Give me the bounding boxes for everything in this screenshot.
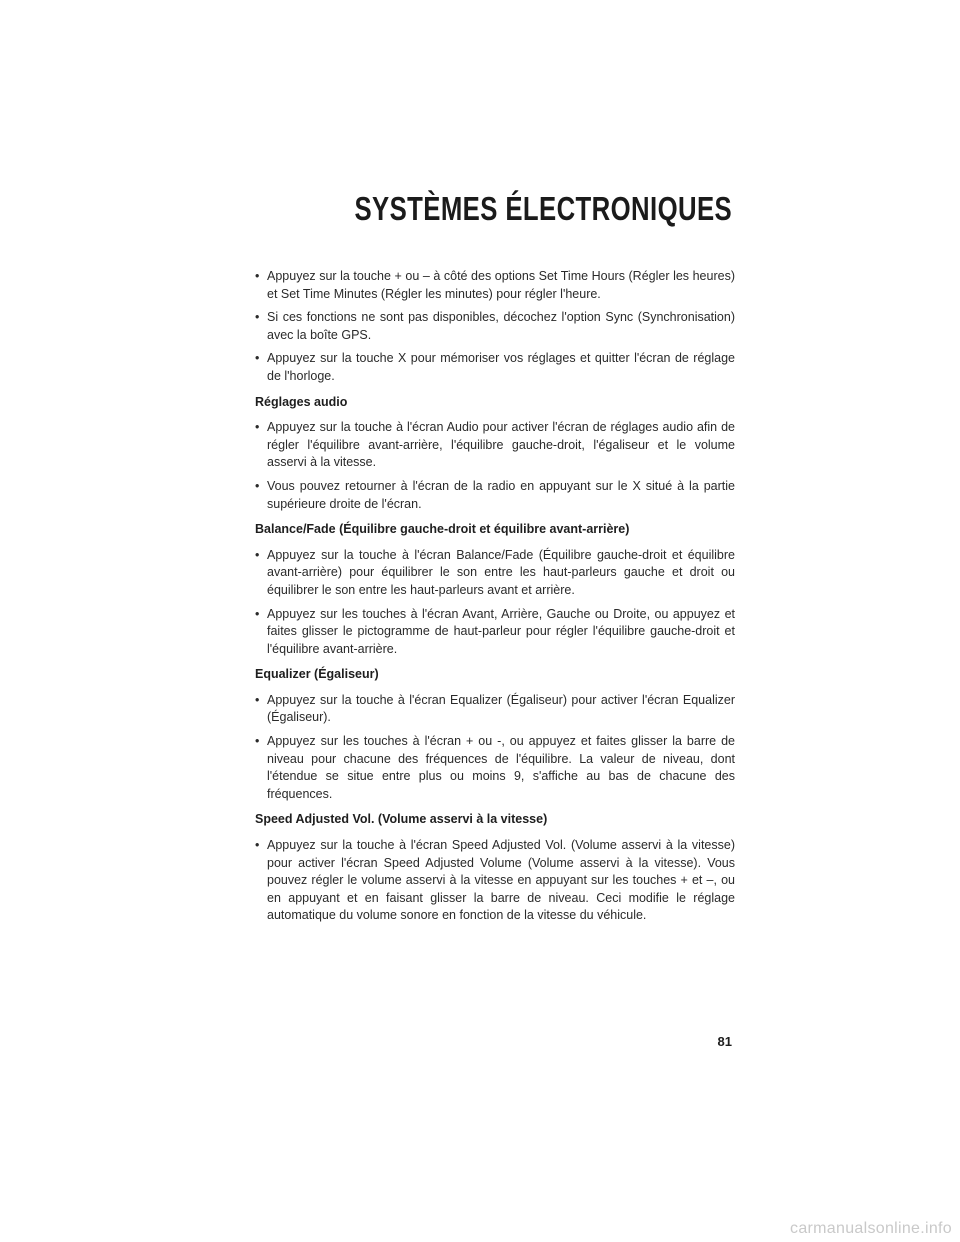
list-item	[255, 547, 735, 600]
list-item-text: Appuyez sur les touches à l'écran Avant, Arrière, Gauche ou Droite, ou appuyez et faites glisser le pictogramme de haut-parleur pour régler l'équilibre gauche-droit et l'équilibre avant-arrière.	[267, 606, 735, 656]
bullet-dot: •	[255, 420, 260, 435]
list-item	[255, 268, 735, 303]
bullet-dot: •	[255, 606, 260, 621]
bullet-dot: •	[255, 838, 260, 853]
page-content	[255, 268, 735, 931]
list-item	[255, 692, 735, 727]
bullet-dot: •	[255, 269, 260, 283]
list-item-text: Appuyez sur la touche à l'écran Audio pour activer l'écran de réglages audio afin de régler l'équilibre avant-arrière, l'équilibre gauche-droit, l'égaliseur et le volume asservi à la vitesse.	[267, 420, 735, 470]
list-item-text: Vous pouvez retourner à l'écran de la radio en appuyant sur le X situé à la partie supérieure droite de l'écran.	[267, 478, 735, 511]
page-number: 81	[717, 1034, 732, 1049]
section-title: SYSTÈMES ÉLECTRONIQUES	[354, 190, 732, 227]
subsection-heading: Speed Adjusted Vol. (Volume asservi à la vitesse)	[255, 812, 548, 827]
list-item-text: Appuyez sur la touche + ou – à côté des options Set Time Hours (Régler les heures) et Set Time Minutes (Régler les minutes) pour régler l'heure.	[267, 269, 735, 301]
bullet-dot: •	[255, 692, 260, 707]
bullet-dot: •	[255, 351, 260, 366]
bullet-dot: •	[255, 310, 260, 325]
list-item-text: Appuyez sur la touche à l'écran Speed Adjusted Vol. (Volume asservi à la vitesse) pour activer l'écran Speed Adjusted Volume (Volume asservi à la vitesse). Vous pouvez régler le volume asservi à la vitesse en appuyant sur les touches + et –, ou en appuyant et en faisant glisser la barre de niveau. Ceci modifie le réglage automatique du volume sonore en fonction de la vitesse du véhicule.	[267, 838, 735, 923]
list-item-text: Appuyez sur la touche à l'écran Balance/Fade (Équilibre gauche-droit et équilibre avant-arrière) pour équilibrer le son entre les haut-parleurs gauche et droit ou équilibrer le son entre les haut-parleurs avant et arrière.	[267, 547, 735, 597]
list-item	[255, 478, 735, 513]
bullet-dot: •	[255, 734, 260, 749]
list-item	[255, 419, 735, 472]
list-item-text: Appuyez sur la touche à l'écran Equalizer (Égaliseur) pour activer l'écran Equalizer (Égaliseur).	[267, 692, 735, 725]
watermark-text: carmanualsonline.info	[790, 1220, 952, 1237]
list-item	[255, 350, 735, 385]
list-item	[255, 733, 735, 803]
list-item	[255, 309, 735, 344]
list-item	[255, 606, 735, 659]
list-item-text: Si ces fonctions ne sont pas disponibles, décochez l'option Sync (Synchronisation) avec la boîte GPS.	[267, 310, 735, 342]
subsection-heading: Réglages audio	[255, 394, 348, 409]
subsection-heading: Balance/Fade (Équilibre gauche-droit et équilibre avant-arrière)	[255, 522, 630, 537]
bullet-dot: •	[255, 478, 260, 493]
subsection-heading: Equalizer (Égaliseur)	[255, 667, 379, 682]
list-item-text: Appuyez sur les touches à l'écran + ou -, ou appuyez et faites glisser la barre de niveau pour chacune des fréquences de l'équilibre. La valeur de niveau, dont l'étendue se situe entre plus ou moins 9, s'affiche au bas de chacune des fréquences.	[267, 734, 735, 801]
list-item	[255, 837, 735, 925]
list-item-text: Appuyez sur la touche X pour mémoriser vos réglages et quitter l'écran de réglage de l'horloge.	[267, 351, 735, 383]
bullet-dot: •	[255, 547, 260, 562]
